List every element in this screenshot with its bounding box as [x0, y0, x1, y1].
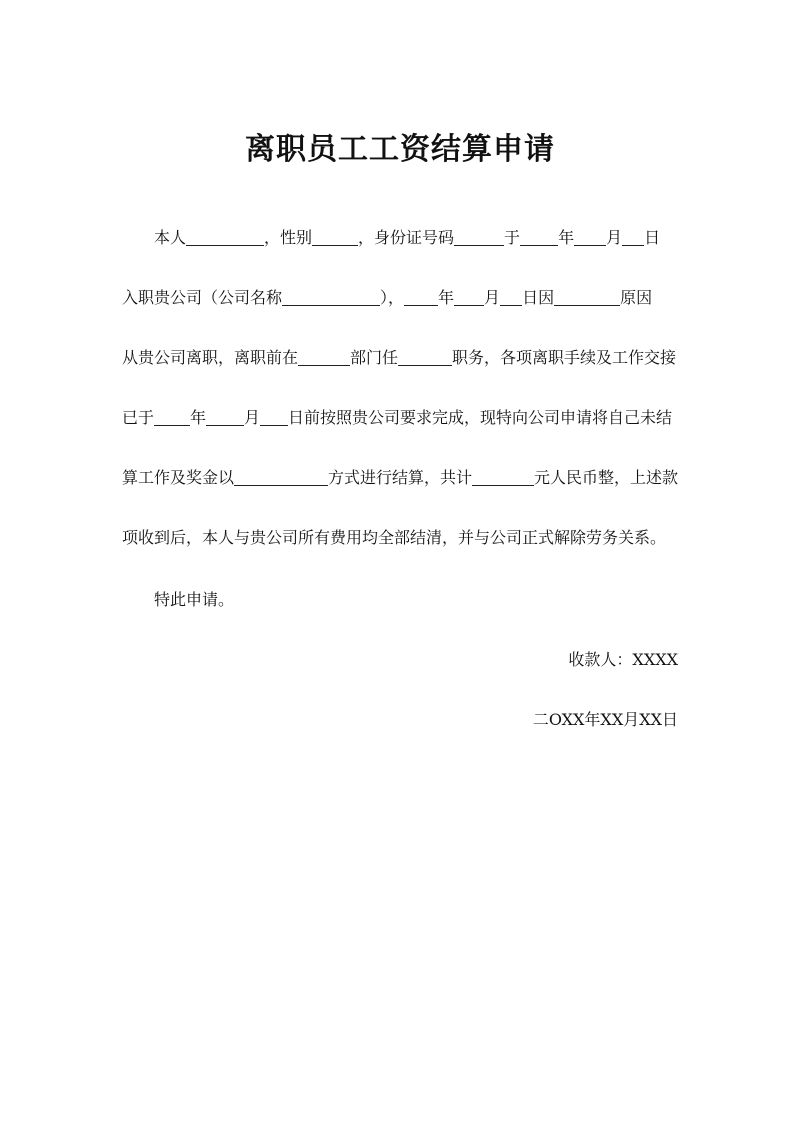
text-segment: 方式进行结算，共计	[328, 468, 473, 487]
text-segment: ，身份证号码	[358, 228, 455, 247]
text-segment: 月	[244, 408, 261, 427]
day-blank	[622, 229, 644, 246]
text-segment: ，性别	[264, 228, 313, 247]
text-segment: 原因	[620, 288, 653, 307]
month-blank	[454, 289, 484, 306]
paragraph-line-2	[122, 286, 682, 310]
payee-signature: 收款人：XXXX	[568, 650, 678, 669]
year-blank	[520, 229, 558, 246]
closing-text: 特此申请。	[154, 590, 235, 609]
text-segment: 年	[190, 408, 207, 427]
text-segment: 年	[438, 288, 455, 307]
text-segment: 月	[606, 228, 623, 247]
text-segment: 已于	[122, 408, 155, 427]
day-blank	[260, 409, 288, 426]
company-name-blank	[282, 289, 380, 306]
text-segment: 部门任	[350, 348, 399, 367]
document-title: 离职员工工资结算申请	[245, 132, 555, 167]
month-blank	[206, 409, 244, 426]
payment-method-blank	[234, 469, 328, 486]
paragraph-line-5	[122, 466, 682, 490]
gender-blank	[312, 229, 358, 246]
reason-blank	[554, 289, 620, 306]
text-segment: 职务，各项离职手续及工作交接	[452, 348, 677, 367]
paragraph-line-3	[122, 346, 682, 370]
paragraph-line-6: 项收到后，本人与贵公司所有费用均全部结清，并与公司正式解除劳务关系。	[122, 528, 667, 547]
amount-blank	[472, 469, 534, 486]
year-blank	[154, 409, 190, 426]
text-segment: 月	[484, 288, 501, 307]
paragraph-line-4	[122, 406, 682, 430]
text-segment: 日	[644, 228, 661, 247]
text-segment: 从贵公司离职，离职前在	[122, 348, 299, 367]
id-number-blank	[454, 229, 504, 246]
document-date: 二OXX年XX月XX日	[532, 710, 678, 729]
text-segment: 日前按照贵公司要求完成，现特向公司申请将自己未结	[288, 408, 673, 427]
text-segment: 算工作及奖金以	[122, 468, 235, 487]
name-blank	[186, 229, 264, 246]
text-segment: 年	[558, 228, 575, 247]
text-segment: 入职贵公司（公司名称	[122, 288, 283, 307]
month-blank	[574, 229, 606, 246]
day-blank	[500, 289, 522, 306]
position-blank	[398, 349, 452, 366]
text-segment: 日因	[522, 288, 555, 307]
year-blank	[404, 289, 438, 306]
text-segment: ），	[380, 288, 405, 307]
text-segment: 本人	[154, 228, 187, 247]
paragraph-line-1	[122, 226, 714, 250]
text-segment: 于	[504, 228, 521, 247]
text-segment: 元人民币整，上述款	[534, 468, 679, 487]
department-blank	[298, 349, 350, 366]
